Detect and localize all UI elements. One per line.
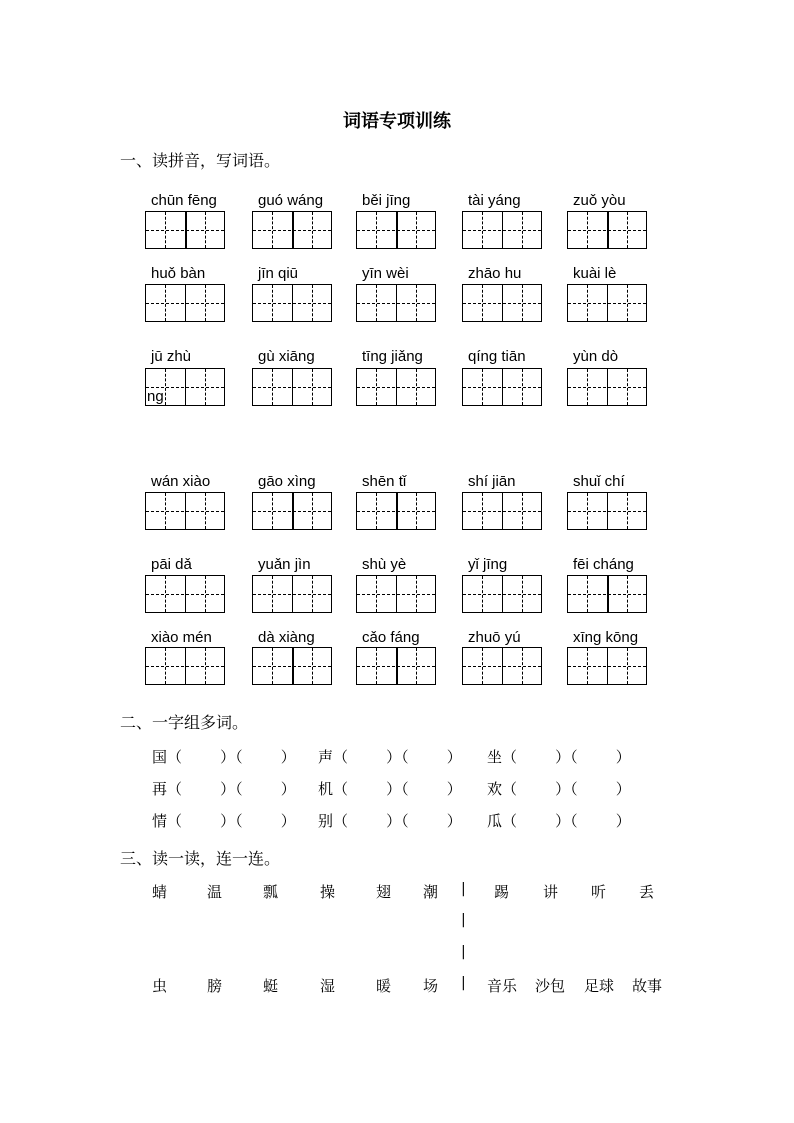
pinyin-label: gù xiāng <box>258 348 315 365</box>
word-building-item[interactable]: 声（ ）（ ） <box>318 748 462 766</box>
writing-box[interactable] <box>252 211 332 249</box>
pinyin-label: gāo xìng <box>258 473 316 490</box>
pinyin-label: tài yáng <box>468 192 521 209</box>
match-char-bottom: 蜓 <box>263 977 279 995</box>
writing-box[interactable] <box>356 492 436 530</box>
pinyin-label: zuǒ yòu <box>573 192 626 209</box>
writing-box[interactable] <box>462 211 542 249</box>
match-char-top: 操 <box>320 883 336 901</box>
writing-box[interactable] <box>252 368 332 406</box>
writing-box[interactable] <box>252 492 332 530</box>
pinyin-label: fēi cháng <box>573 556 634 573</box>
pinyin-label: yǐ jīng <box>468 556 508 573</box>
writing-box[interactable] <box>567 575 647 613</box>
match-char-top: 温 <box>207 883 223 901</box>
pinyin-label: xīng kōng <box>573 629 639 646</box>
pinyin-label: dà xiàng <box>258 629 315 646</box>
pinyin-label: jū zhù <box>151 348 192 365</box>
word-building-item[interactable]: 情（ ）（ ） <box>152 812 296 830</box>
writing-box[interactable] <box>145 211 225 249</box>
writing-box[interactable] <box>462 575 542 613</box>
writing-box[interactable] <box>462 284 542 322</box>
word-building-item[interactable]: 瓜（ ）（ ） <box>487 812 631 830</box>
pinyin-label: shēn tǐ <box>362 473 407 490</box>
writing-box[interactable] <box>356 284 436 322</box>
writing-box[interactable] <box>252 647 332 685</box>
writing-box[interactable] <box>462 492 542 530</box>
match-char-top: 翅 <box>376 883 392 901</box>
writing-box[interactable] <box>567 492 647 530</box>
match-char-top: 蜻 <box>152 883 168 901</box>
pinyin-label: guó wáng <box>258 192 324 209</box>
word-building-item[interactable]: 欢（ ）（ ） <box>487 780 631 798</box>
pinyin-label: chūn fēng <box>151 192 217 209</box>
match-char-top: 瓢 <box>263 883 279 901</box>
pinyin-label: kuài lè <box>573 265 617 282</box>
match-char-bottom: 膀 <box>207 977 223 995</box>
pinyin-label: yùn dò <box>573 348 619 365</box>
pinyin-label: běi jīng <box>362 192 411 209</box>
word-building-item[interactable]: 再（ ）（ ） <box>152 780 296 798</box>
writing-box[interactable] <box>567 211 647 249</box>
section2-heading: 二、一字组多词。 <box>120 713 249 732</box>
writing-box[interactable] <box>356 575 436 613</box>
pinyin-label: shù yè <box>362 556 407 573</box>
match-verb-top: 听 <box>591 883 607 901</box>
pinyin-label: qíng tiān <box>468 348 526 365</box>
page-title: 词语专项训练 <box>343 111 451 132</box>
divider-bar: | <box>461 881 466 897</box>
pinyin-label: xiào mén <box>151 629 212 646</box>
match-noun-bottom: 沙包 <box>535 977 566 995</box>
pinyin-label: jīn qiū <box>258 265 299 282</box>
match-verb-top: 踢 <box>494 883 510 901</box>
section1-heading: 一、读拼音，写词语。 <box>120 151 281 170</box>
pinyin-label: yuǎn jìn <box>258 556 311 573</box>
writing-box[interactable] <box>145 647 225 685</box>
writing-box[interactable] <box>356 368 436 406</box>
writing-box[interactable] <box>567 647 647 685</box>
writing-box[interactable] <box>356 647 436 685</box>
pinyin-label: huǒ bàn <box>151 265 206 282</box>
overflow-pinyin: ng <box>147 388 164 405</box>
match-char-bottom: 暖 <box>376 977 392 995</box>
pinyin-label: tīng jiǎng <box>362 348 423 365</box>
writing-box[interactable] <box>252 284 332 322</box>
pinyin-label: wán xiào <box>151 473 211 490</box>
pinyin-label: shuǐ chí <box>573 473 625 490</box>
divider-bar: | <box>461 912 466 928</box>
word-building-item[interactable]: 别（ ）（ ） <box>318 812 462 830</box>
word-building-item[interactable]: 国（ ）（ ） <box>152 748 296 766</box>
pinyin-label: zhuō yú <box>468 629 521 646</box>
writing-box[interactable] <box>462 647 542 685</box>
word-building-item[interactable]: 坐（ ）（ ） <box>487 748 631 766</box>
pinyin-label: zhāo hu <box>468 265 522 282</box>
writing-box[interactable] <box>252 575 332 613</box>
divider-bar: | <box>461 975 466 991</box>
match-verb-top: 讲 <box>543 883 559 901</box>
match-char-top: 潮 <box>423 883 439 901</box>
pinyin-label: cǎo fáng <box>362 629 420 646</box>
match-verb-top: 丢 <box>639 883 655 901</box>
match-char-bottom: 虫 <box>152 977 168 995</box>
word-building-item[interactable]: 机（ ）（ ） <box>318 780 462 798</box>
writing-box[interactable] <box>462 368 542 406</box>
divider-bar: | <box>461 944 466 960</box>
match-noun-bottom: 足球 <box>584 977 615 995</box>
writing-box[interactable] <box>567 284 647 322</box>
match-char-bottom: 场 <box>423 977 439 995</box>
match-char-bottom: 湿 <box>320 977 336 995</box>
writing-box[interactable] <box>145 575 225 613</box>
writing-box[interactable] <box>567 368 647 406</box>
pinyin-label: pāi dǎ <box>151 556 192 573</box>
writing-box[interactable] <box>145 492 225 530</box>
writing-box[interactable] <box>356 211 436 249</box>
match-noun-bottom: 音乐 <box>487 977 518 995</box>
pinyin-label: shí jiān <box>468 473 516 490</box>
section3-heading: 三、读一读，连一连。 <box>120 849 281 868</box>
match-noun-bottom: 故事 <box>632 977 663 995</box>
pinyin-label: yīn wèi <box>362 265 409 282</box>
writing-box[interactable] <box>145 284 225 322</box>
